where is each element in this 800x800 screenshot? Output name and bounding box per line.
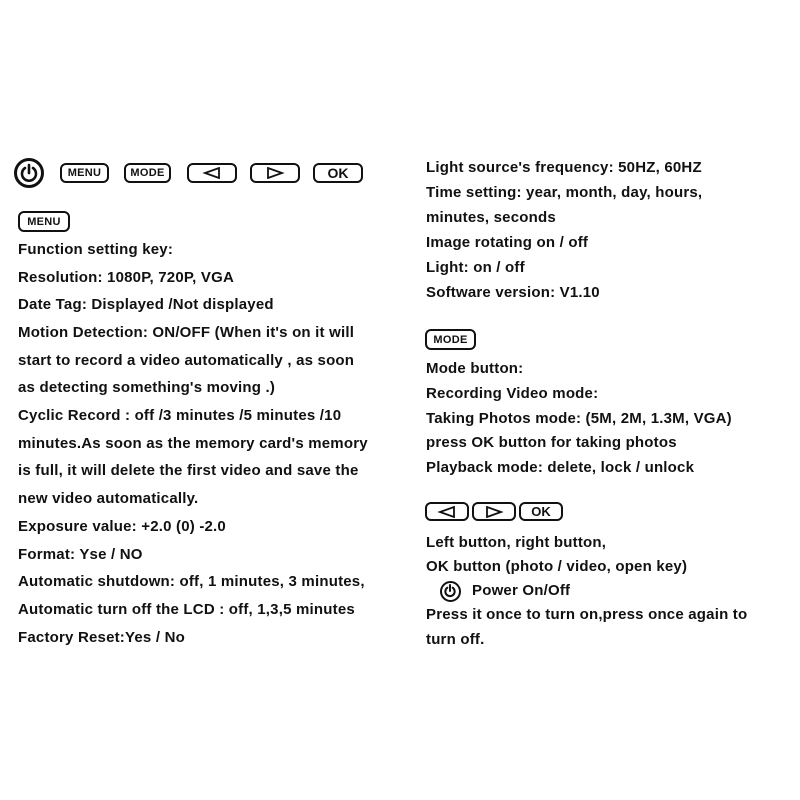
mode-line-1: Mode button: — [426, 360, 524, 377]
nav-line-2: OK button (photo / video, open key) — [426, 558, 688, 575]
menu-line-10: new video automatically. — [18, 490, 199, 507]
menu-key: MENU — [60, 163, 109, 183]
menu-section-key: MENU — [18, 211, 70, 232]
menu-line-13: Automatic shutdown: off, 1 minutes, 3 minutes, — [18, 573, 365, 590]
mode-line-5: Playback mode: delete, lock / unlock — [426, 459, 695, 476]
menu-line-1: Function setting key: — [18, 241, 174, 258]
left-arrow-icon — [425, 502, 469, 521]
settings-line-4: Image rotating on / off — [426, 234, 589, 251]
menu-line-12: Format: Yse / NO — [18, 546, 143, 563]
settings-line-2: Time setting: year, month, day, hours, — [426, 184, 703, 201]
power-line-1: Press it once to turn on,press once again to — [426, 606, 748, 623]
menu-line-7: Cyclic Record : off /3 minutes /5 minutes /10 — [18, 407, 342, 424]
ok-section-key: OK — [519, 502, 563, 521]
left-triangle-icon — [187, 163, 237, 183]
power-small-icon — [440, 581, 461, 602]
ok-key: OK — [313, 163, 363, 183]
menu-line-3: Date Tag: Displayed /Not displayed — [18, 296, 274, 313]
menu-line-9: is full, it will delete the first video and save the — [18, 462, 359, 479]
menu-line-2: Resolution: 1080P, 720P, VGA — [18, 269, 234, 286]
menu-line-15: Factory Reset:Yes / No — [18, 629, 185, 646]
power-label: Power On/Off — [472, 582, 571, 599]
menu-line-5: start to record a video automatically , as soon — [18, 352, 355, 369]
mode-section-key: MODE — [425, 329, 476, 350]
nav-line-1: Left button, right button, — [426, 534, 607, 551]
settings-line-1: Light source's frequency: 50HZ, 60HZ — [426, 159, 702, 176]
right-arrow-icon — [472, 502, 516, 521]
mode-line-2: Recording Video mode: — [426, 385, 599, 402]
menu-line-4: Motion Detection: ON/OFF (When it's on it will — [18, 324, 355, 341]
right-triangle-icon — [250, 163, 300, 183]
mode-key: MODE — [124, 163, 171, 183]
menu-line-14: Automatic turn off the LCD : off, 1,3,5 minutes — [18, 601, 355, 618]
menu-line-6: as detecting something's moving .) — [18, 379, 276, 396]
settings-line-6: Software version: V1.10 — [426, 284, 600, 301]
menu-line-11: Exposure value: +2.0 (0) -2.0 — [18, 518, 226, 535]
power-icon — [14, 158, 44, 188]
mode-line-3: Taking Photos mode: (5M, 2M, 1.3M, VGA) — [426, 410, 732, 427]
settings-line-3: minutes, seconds — [426, 209, 556, 226]
power-line-2: turn off. — [426, 631, 485, 648]
settings-line-5: Light: on / off — [426, 259, 525, 276]
mode-line-4: press OK button for taking photos — [426, 434, 677, 451]
menu-line-8: minutes.As soon as the memory card's memory — [18, 435, 368, 452]
